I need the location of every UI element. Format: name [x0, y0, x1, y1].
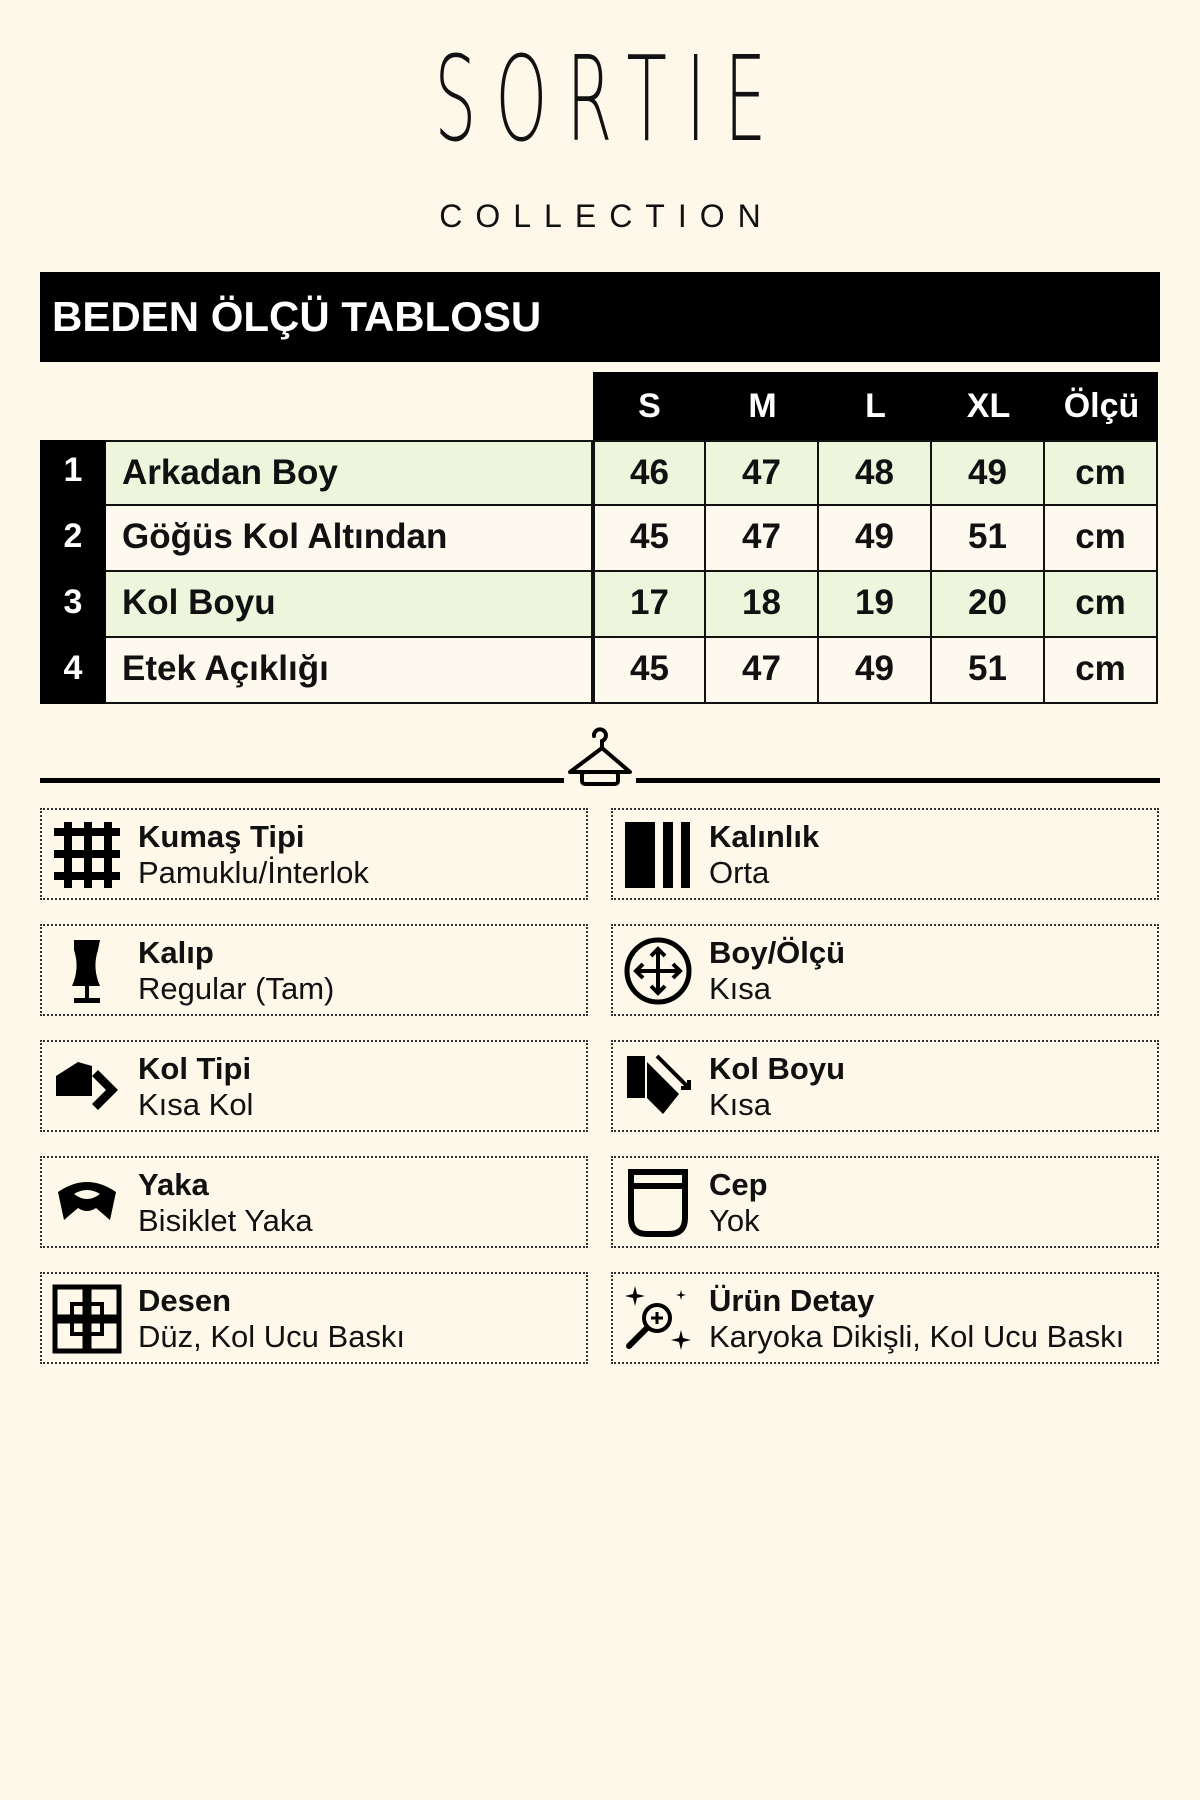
header-cell-l: L	[865, 387, 886, 425]
detail-pattern	[40, 1272, 588, 1364]
row-number: 4	[40, 638, 106, 704]
value-cell: 45	[593, 506, 706, 572]
detail-value: Kısa	[709, 1087, 772, 1122]
brand-name: SORTIE	[434, 30, 785, 168]
value-cell: 45	[593, 638, 706, 704]
detail-value: Karyoka Dikişli, Kol Ucu Baskı	[709, 1319, 1125, 1354]
header-cell-m: M	[748, 387, 777, 425]
size-header-row	[593, 372, 1158, 440]
value-cell: 49	[819, 638, 932, 704]
detail-label: Kalıp	[138, 935, 214, 970]
value-cell: 18	[706, 572, 819, 638]
collar-icon	[52, 1168, 122, 1238]
measurement-name: Kol Boyu	[106, 572, 593, 638]
detail-label: Ürün Detay	[709, 1283, 875, 1318]
size-table-title-text: BEDEN ÖLÇÜ TABLOSU	[52, 293, 542, 340]
move-arrows-icon	[623, 936, 693, 1006]
detail-label: Cep	[709, 1167, 768, 1202]
detail-label: Desen	[138, 1283, 232, 1318]
detail-label: Kol Tipi	[138, 1051, 252, 1086]
detail-value: Pamuklu/İnterlok	[138, 855, 369, 890]
value-cell: 19	[819, 572, 932, 638]
detail-sleeve-type	[40, 1040, 588, 1132]
fabric-weave-icon	[52, 820, 122, 890]
detail-label: Kumaş Tipi	[138, 819, 305, 854]
value-cell: 49	[932, 440, 1045, 506]
value-cell: 17	[593, 572, 706, 638]
brand-logo	[0, 30, 1200, 235]
header-cell-xl: XL	[966, 387, 1011, 425]
detail-label: Kol Boyu	[709, 1051, 846, 1086]
sparkle-magnifier-icon	[623, 1284, 693, 1354]
unit-cell: cm	[1045, 440, 1158, 506]
detail-value: Düz, Kol Ucu Baskı	[138, 1319, 406, 1354]
detail-fit	[40, 924, 588, 1016]
detail-value: Regular (Tam)	[138, 971, 335, 1006]
value-cell: 49	[819, 506, 932, 572]
sleeve-length-icon	[623, 1052, 693, 1122]
value-cell: 46	[593, 440, 706, 506]
detail-length	[611, 924, 1159, 1016]
value-cell: 48	[819, 440, 932, 506]
table-row	[40, 572, 1160, 638]
row-number: 1	[40, 440, 106, 506]
detail-label: Kalınlık	[709, 819, 820, 854]
measurement-name: Göğüs Kol Altından	[106, 506, 593, 572]
value-cell: 47	[706, 506, 819, 572]
detail-fabric-type	[40, 808, 588, 900]
detail-thickness	[611, 808, 1159, 900]
value-cell: 51	[932, 638, 1045, 704]
unit-cell: cm	[1045, 638, 1158, 704]
value-cell: 20	[932, 572, 1045, 638]
table-row	[40, 506, 1160, 572]
short-sleeve-icon	[52, 1052, 122, 1122]
table-row	[40, 638, 1160, 704]
measurement-name: Arkadan Boy	[106, 440, 593, 506]
table-row	[40, 440, 1160, 506]
detail-collar	[40, 1156, 588, 1248]
row-number: 3	[40, 572, 106, 638]
measurement-name: Etek Açıklığı	[106, 638, 593, 704]
detail-pocket	[611, 1156, 1159, 1248]
pocket-icon	[623, 1168, 693, 1238]
size-table-title	[40, 272, 1160, 362]
pattern-icon	[52, 1284, 122, 1354]
detail-product-detail	[611, 1272, 1159, 1364]
detail-label: Yaka	[138, 1167, 209, 1202]
unit-cell: cm	[1045, 572, 1158, 638]
mannequin-icon	[52, 936, 122, 1006]
detail-value: Kısa Kol	[138, 1087, 254, 1122]
thickness-bars-icon	[623, 820, 693, 890]
value-cell: 47	[706, 440, 819, 506]
detail-value: Bisiklet Yaka	[138, 1203, 313, 1238]
detail-sleeve-length	[611, 1040, 1159, 1132]
unit-cell: cm	[1045, 506, 1158, 572]
detail-value: Kısa	[709, 971, 772, 1006]
detail-value: Yok	[709, 1203, 760, 1238]
hanger-icon	[564, 720, 636, 790]
value-cell: 47	[706, 638, 819, 704]
value-cell: 51	[932, 506, 1045, 572]
detail-label: Boy/Ölçü	[709, 935, 846, 970]
header-cell-unit: Ölçü	[1063, 387, 1140, 425]
header-cell-s: S	[638, 387, 661, 425]
brand-subtitle: COLLECTION	[439, 198, 774, 234]
detail-value: Orta	[709, 855, 770, 890]
row-number: 2	[40, 506, 106, 572]
